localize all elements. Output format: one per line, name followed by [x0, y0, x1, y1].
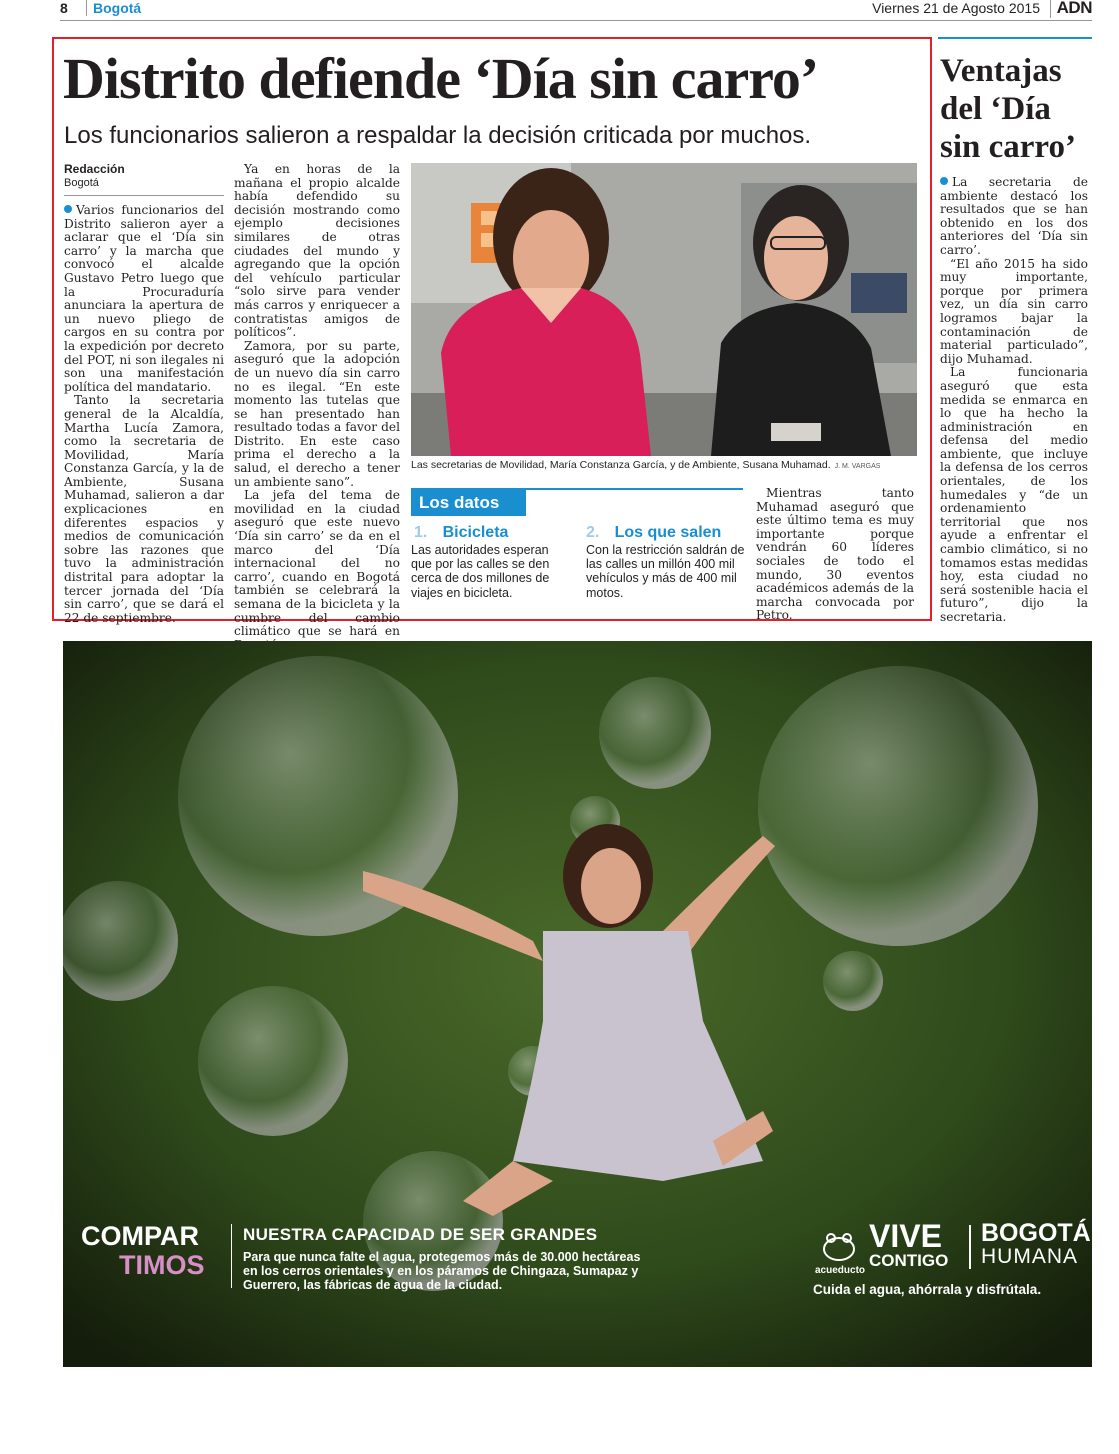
article-column-1: [64, 204, 224, 625]
byline-divider: [64, 195, 224, 196]
dato-2-text: Con la restricción saldrán de las calles un millón 400 mil vehículos y más de 400 mil motos.: [586, 543, 745, 600]
page-number: 8: [60, 0, 68, 16]
publication-logo: ADN: [1050, 0, 1092, 18]
article-photo: [411, 163, 917, 456]
issue-date: Viernes 21 de Agosto 2015: [872, 0, 1040, 16]
ad-humana-logo: HUMANA: [981, 1245, 1079, 1268]
ad-tagline: Cuida el agua, ahórrala y disfrútala.: [813, 1282, 1042, 1297]
ad-brand-timos: TIMOS: [119, 1250, 205, 1280]
ad-bogota-logo: BOGOTÁ: [981, 1219, 1091, 1247]
photo-credit: J. M. VARGAS: [834, 463, 881, 470]
paragraph: La funcionaria aseguró que esta medida se enmarca en lo que ha hecho la administración en defensa del medio ambiente, que incluye la defensa de los cerros orientales, de los humedales y “de un ordenamiento territorial que nos ayude a enfrentar el cambio climático, si no tomamos estas medidas hoy, esta ciudad no será sostenible hacia el futuro”, dijo la secretaria.: [940, 365, 1088, 624]
paragraph: Mientras tanto Muhamad aseguró que este último tema es muy importante porque vendrán 60 líderes sociales de todo el mundo, 30 eventos académicos además de la marcha convocada por Petro.: [756, 486, 914, 623]
datos-label: Los datos: [411, 490, 526, 516]
sidebar-rule: [938, 37, 1092, 39]
sidebar-title: Ventajas del ‘Día sin carro’: [940, 53, 1076, 165]
ad-vive: VIVE: [869, 1218, 942, 1254]
byline: [64, 163, 125, 190]
article-column-2: [234, 163, 400, 652]
page-header: [60, 0, 1092, 20]
frog-logo-icon: [819, 1229, 859, 1263]
ad-body: Para que nunca falte el agua, protegemos más de 30.000 hectáreas en los cerros orientales y en los páramos de Chingaza, Sumapaz y Guerrero, las fábricas de agua de la ciudad.: [243, 1250, 641, 1292]
ad-brand-compar: COMPAR: [81, 1221, 199, 1251]
paragraph: “El año 2015 ha sido muy importante, porque por primera vez, un día sin carro logramos bajar la contaminación de material particulado”, dijo Muhamad.: [940, 256, 1088, 366]
article-headline: Distrito defiende ‘Día sin carro’: [63, 46, 819, 111]
advertisement: [63, 641, 1092, 1367]
ad-headline: NUESTRA CAPACIDAD DE SER GRANDES: [243, 1225, 598, 1244]
article-deck: Los funcionarios salieron a respaldar la decisión criticada por muchos.: [64, 122, 812, 149]
photo-illustration: [411, 163, 917, 456]
paragraph: Tanto la secretaria general de la Alcaldía, Martha Lucía Zamora, como la secretaria de Movilidad, María Constanza García, y la de Ambiente, Susana Muhamad, salieron a dar explicaciones en diferentes espacios y medios de comunicación sobre las razones que tuvo la administración distrital para adoptar la tercer jornada del ‘Día sin carro’, que se dará el 22 de septiembre.: [64, 393, 224, 625]
bullet-dot-icon: [940, 177, 948, 185]
ad-logo-divider: [969, 1225, 971, 1269]
photo-caption: Las secretarias de Movilidad, María Constanza García, y de Ambiente, Susana Muhamad. J. M. VARGAS: [411, 459, 881, 471]
ad-contigo: CONTIGO: [869, 1251, 949, 1270]
paragraph: Ya en horas de la mañana el propio alcalde había defendido su decisión mostrando como ejemplo decisiones similares de otras ciudades del mundo y agregando que la opción del vehículo particular “solo sirve para vender más carros y enriquecer a contratistas amigos de políticos”.: [234, 162, 400, 340]
ad-acueducto-logo: acueducto: [815, 1265, 866, 1276]
dato-2-heading: 2. Los que salen: [586, 524, 722, 541]
sidebar-body: [940, 176, 1088, 625]
byline-place: Bogotá: [64, 177, 99, 189]
dato-1-text: Las autoridades esperan que por las calles se den cerca de dos millones de viajes en bicicleta.: [411, 543, 550, 600]
article-column-3: [756, 487, 914, 623]
section-name: Bogotá: [86, 0, 141, 16]
paragraph: La jefa del tema de movilidad en la ciudad aseguró que este nuevo ‘Día sin carro’ se da en el marco del ‘Día internacional del no carro’, cuando en Bogotá también se celebrará la semana de la bicicleta y la cumbre del cambio climático que se hará en: [234, 488, 400, 639]
paragraph: Varios funcionarios del Distrito salieron ayer a aclarar que el ‘Día sin carro’ y la marcha que convocó el alcalde Gustavo Petro luego que la Procuraduría anunciara la apertura de un nuevo pliego de cargos en su contra por la expedición por decreto del POT, ni son ilegales ni son una manifestación política del mandatario.: [64, 203, 224, 394]
header-divider: [60, 20, 1092, 21]
ad-divider: [231, 1224, 232, 1288]
paragraph: La secretaria de ambiente destacó los resultados que se han obtenido en los dos anteriores del ‘Día sin carro’.: [940, 175, 1088, 257]
byline-name: Redacción: [64, 162, 125, 176]
paragraph: Zamora, por su parte, aseguró que la adopción de un nuevo día sin carro no es ilegal. “En este momento las tutelas que se han presentado han resultado todas a favor del Distrito. En este caso prima el derecho a la salud, el derecho a tener un ambiente sano”.: [234, 338, 400, 489]
dato-1-heading: 1. Bicicleta: [414, 524, 509, 541]
bullet-dot-icon: [64, 205, 72, 213]
